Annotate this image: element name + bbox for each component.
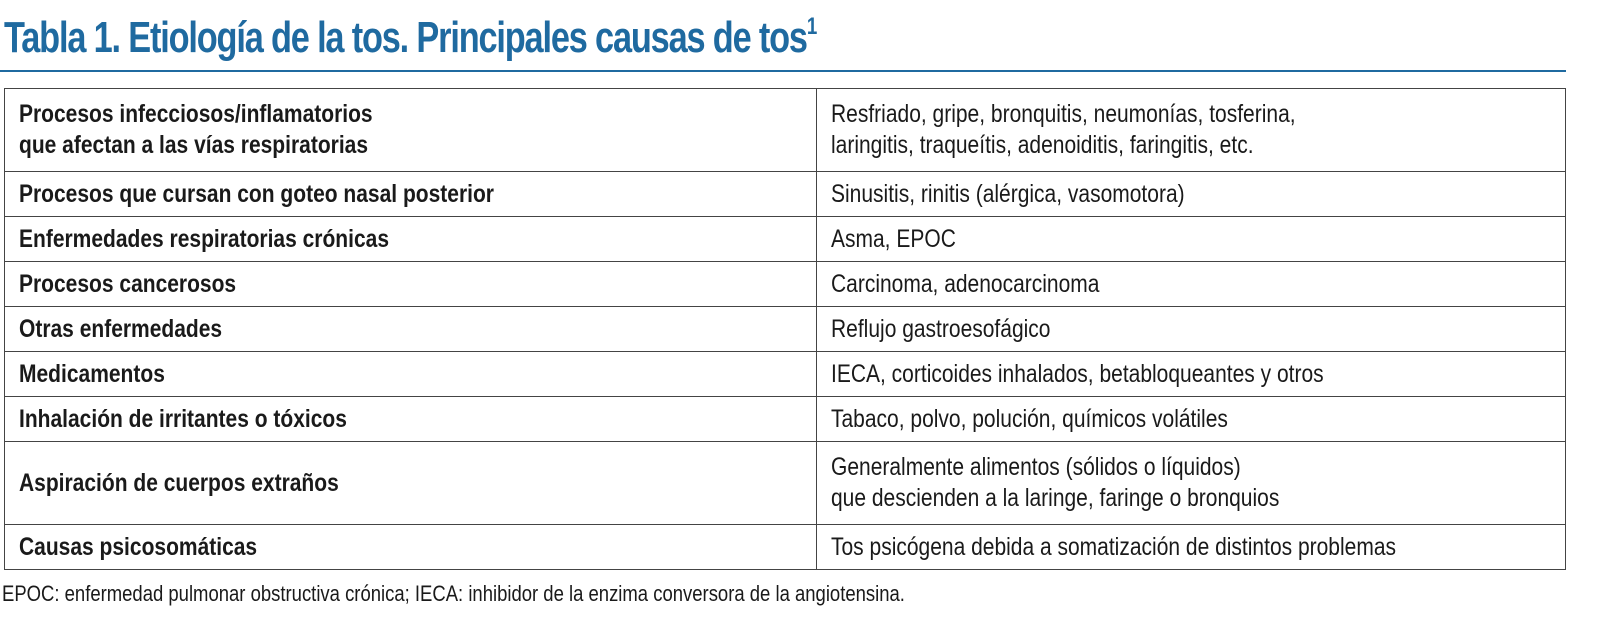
examples-cell: IECA, corticoides inhalados, betabloqueantes y otros [817,352,1566,397]
table-row [5,442,1566,525]
table-row [5,89,1566,172]
cause-cell: Enfermedades respiratorias crónicas [5,217,817,262]
table-title-text: Tabla 1. Etiología de la tos. Principales causas de tos [4,13,807,62]
examples-cell: Carcinoma, adenocarcinoma [817,262,1566,307]
table-row [5,307,1566,352]
cause-cell: Otras enfermedades [5,307,817,352]
table-row [5,352,1566,397]
table-title [4,10,816,66]
table-row [5,525,1566,570]
cause-cell: Medicamentos [5,352,817,397]
title-rule [0,70,1566,72]
examples-cell: Asma, EPOC [817,217,1566,262]
table-row [5,397,1566,442]
cause-cell: Inhalación de irritantes o tóxicos [5,397,817,442]
table-row [5,172,1566,217]
table-row [5,262,1566,307]
cause-cell: Causas psicosomáticas [5,525,817,570]
examples-cell: Tos psicógena debida a somatización de distintos problemas [817,525,1566,570]
cause-cell: Procesos infecciosos/inflamatorios que afectan a las vías respiratorias [5,89,817,172]
causes-table [4,88,1566,570]
examples-cell: Generalmente alimentos (sólidos o líquidos) que descienden a la laringe, faringe o bronquios [817,442,1566,525]
title-superscript: 1 [806,13,817,40]
table-row [5,217,1566,262]
examples-cell: Reflujo gastroesofágico [817,307,1566,352]
examples-cell: Resfriado, gripe, bronquitis, neumonías, tosferina, laringitis, traqueítis, adenoiditis, faringitis, etc. [817,89,1566,172]
cause-cell: Procesos que cursan con goteo nasal posterior [5,172,817,217]
cause-cell: Aspiración de cuerpos extraños [5,442,817,525]
table-footnote: EPOC: enfermedad pulmonar obstructiva crónica; IECA: inhibidor de la enzima conversora de la angiotensina. [2,581,905,606]
examples-cell: Tabaco, polvo, polución, químicos volátiles [817,397,1566,442]
examples-cell: Sinusitis, rinitis (alérgica, vasomotora) [817,172,1566,217]
cause-cell: Procesos cancerosos [5,262,817,307]
